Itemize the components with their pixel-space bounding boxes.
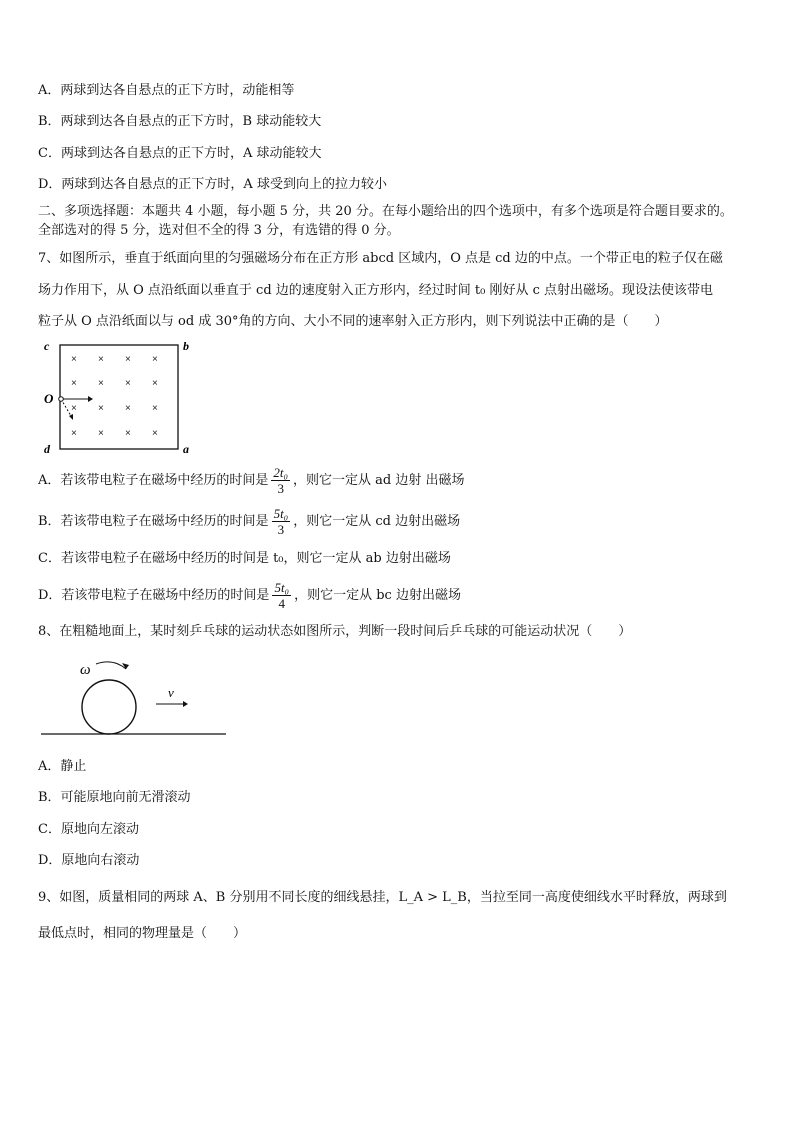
field-cross-mark: × [98,354,104,365]
label-c: c [44,339,50,353]
q7-option-b-tail: ，则它一定从 cd 边射出磁场 [293,514,461,529]
q9-stem-line1: 9、如图，质量相同的两球 A、B 分别用不同长度的细线悬挂，L_A > L_B，当拉至同一高度使细线水平时释放，两球到 [38,890,727,905]
field-cross-mark: × [71,428,77,439]
fraction [271,465,290,496]
q7-option-c: C．若该带电粒子在磁场中经历的时间是 t₀，则它一定从 ab 边射出磁场 [38,551,451,566]
q6-option-d: D．两球到达各自悬点的正下方时，A 球受到向上的拉力较小 [38,177,387,192]
q7-option-b-text: B．若该带电粒子在磁场中经历的时间是 [38,514,269,529]
q7-option-b [38,504,460,540]
field-cross-mark: × [152,378,158,389]
field-cross-mark: × [98,403,104,414]
q7-option-d [38,578,461,614]
q6-option-c: C．两球到达各自悬点的正下方时，A 球动能较大 [38,146,322,161]
q7-option-a-text: A．若该带电粒子在磁场中经历的时间是 [38,473,269,488]
field-cross-mark: × [152,354,158,365]
fraction-numerator: 5t₀ [274,580,290,595]
fraction [272,580,291,611]
label-d: d [44,442,50,456]
velocity-arrow-icon [183,701,188,707]
field-cross-mark: × [152,403,158,414]
field-cross-mark: × [125,428,131,439]
q7-option-a [38,463,465,499]
field-cross-mark: × [152,428,158,439]
field-cross-mark: × [125,354,131,365]
section2-instructions-line1: 二、多项选择题：本题共 4 小题，每小题 5 分，共 20 分。在每小题给出的四个选项中，有多个选项是符合题目要求的。 [38,204,733,219]
q8-option-d: D．原地向右滚动 [38,853,140,868]
rotation-arrow-icon [122,663,129,669]
fraction-numerator: 2t₀ [273,465,289,480]
q7-option-d-text: D．若该带电粒子在磁场中经历的时间是 [38,588,270,603]
label-a: a [183,442,189,456]
field-cross-mark: × [98,378,104,389]
omega-label: ω [80,662,91,678]
fraction [272,506,291,537]
q8-stem: 8、在粗糙地面上，某时刻乒乓球的运动状态如图所示，判断一段时间后乒乓球的可能运动状况（ ） [38,624,632,639]
field-cross-mark: × [125,378,131,389]
field-cross-mark: × [71,403,77,414]
q7-option-a-tail: ，则它一定从 ad 边射 出磁场 [293,473,465,488]
field-cross-mark: × [71,354,77,365]
section2-instructions-line2: 全部选对的得 5 分，选对但不全的得 3 分，有选错的得 0 分。 [38,223,400,238]
q7-magnetic-field-figure [38,336,198,458]
fraction-denominator: 4 [278,596,285,611]
fraction-denominator: 3 [277,481,284,496]
fraction-denominator: 3 [277,522,285,537]
q7-stem-line1: 7、如图所示，垂直于纸面向里的匀强磁场分布在正方形 abcd 区域内，O 点是 cd 边的中点。一个带正电的粒子仅在磁 [38,251,723,266]
q8-option-a: A．静止 [38,759,87,774]
field-cross-mark: × [71,378,77,389]
label-o: O [44,391,54,406]
q8-option-b: B．可能原地向前无滑滚动 [38,790,191,805]
q8-ball-figure [38,652,238,742]
fraction-numerator: 5t₀ [273,506,289,521]
field-cross-mark: × [125,403,131,414]
q9-stem-line2: 最低点时，相同的物理量是（ ） [38,926,247,941]
label-b: b [183,339,189,353]
q7-option-d-tail: ，则它一定从 bc 边射出磁场 [294,588,461,603]
velocity-label: v [168,685,174,700]
q7-stem-line2: 场力作用下，从 O 点沿纸面以垂直于 cd 边的速度射入正方形内，经过时间 t₀ 刚好从 c 点射出磁场。现设法使该带电 [38,283,714,298]
field-cross-mark: × [98,428,104,439]
q8-option-c: C．原地向左滚动 [38,822,139,837]
q6-option-a: A．两球到达各自悬点的正下方时，动能相等 [38,83,295,98]
q7-stem-line3: 粒子从 O 点沿纸面以与 od 成 30°角的方向、大小不同的速率射入正方形内，则下列说法中正确的是（ ） [38,314,668,329]
q6-option-b: B．两球到达各自悬点的正下方时，B 球动能较大 [38,114,322,129]
